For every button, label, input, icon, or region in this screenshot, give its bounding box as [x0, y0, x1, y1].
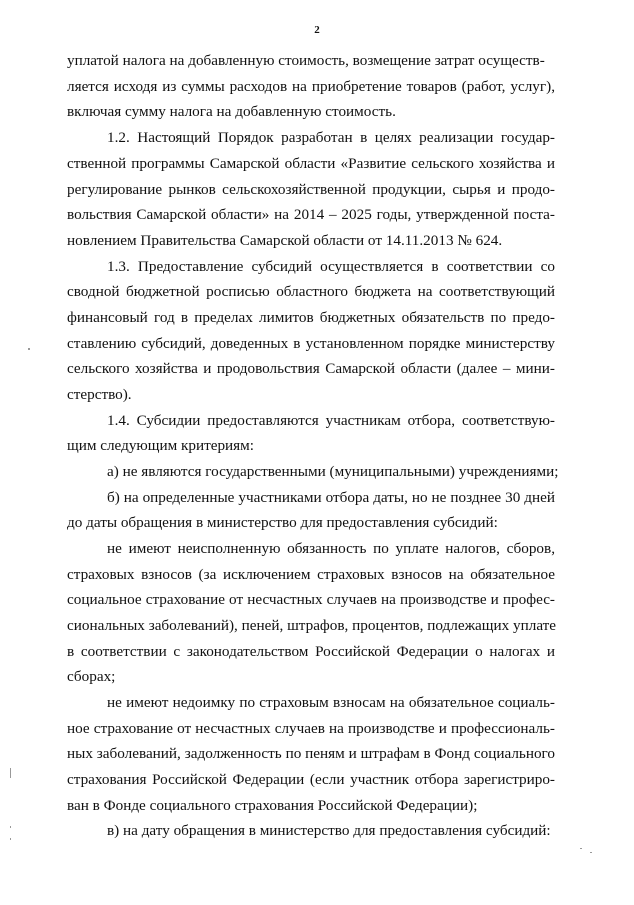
text-line-25: сборах; [67, 668, 116, 685]
text-line-13: сельского хозяйства и продовольствия Самарской области (далее – мини- [67, 360, 555, 377]
text-line-12: ставлению субсидий, доведенных в установленном порядке министерству [67, 335, 555, 352]
text-line-10: сводной бюджетной росписью областного бюджета на соответствующий [67, 283, 555, 300]
text-line-14: стерство). [67, 386, 132, 403]
scan-mark [590, 852, 592, 853]
scan-mark [10, 826, 11, 828]
text-line-11: финансовый год в пределах лимитов бюджетных обязательств по предо- [67, 309, 555, 326]
text-line-26: не имеют недоимку по страховым взносам на обязательное социаль- [107, 694, 555, 711]
page-number: 2 [314, 24, 320, 36]
text-line-24: в соответствии с законодательством Российской Федерации о налогах и [67, 643, 555, 660]
text-line-4: 1.2. Настоящий Порядок разработан в целях реализации государ- [107, 129, 555, 146]
text-line-18: б) на определенные участниками отбора даты, но не позднее 30 дней [107, 489, 555, 506]
text-line-17: а) не являются государственными (муниципальными) учреждениями; [107, 463, 559, 480]
scan-mark [10, 838, 11, 840]
text-line-30: ван в Фонде социального страхования Российской Федерации); [67, 797, 478, 814]
text-line-21: страховых взносов (за исключением страховых взносов на обязательное [67, 566, 555, 583]
text-line-3: включая сумму налога на добавленную стоимость. [67, 103, 396, 120]
text-line-15: 1.4. Субсидии предоставляются участникам отбора, соответствую- [107, 412, 555, 429]
scan-mark [10, 768, 11, 778]
text-line-28: ных заболеваний, задолженность по пеням и штрафам в Фонд социального [67, 745, 555, 762]
text-line-6: регулирование рынков сельскохозяйственной продукции, сырья и продо- [67, 181, 555, 198]
scan-mark [580, 848, 582, 849]
text-line-8: новлением Правительства Самарской области от 14.11.2013 № 624. [67, 232, 503, 249]
text-line-1: уплатой налога на добавленную стоимость, возмещение затрат осуществ- [67, 52, 545, 69]
text-line-29: страхования Российской Федерации (если участник отбора зарегистриро- [67, 771, 555, 788]
text-line-7: вольствия Самарской области» на 2014 – 2025 годы, утвержденной поста- [67, 206, 555, 223]
text-line-31: в) на дату обращения в министерство для предоставления субсидий: [107, 822, 551, 839]
text-line-16: щим следующим критериям: [67, 437, 255, 454]
text-line-23: сиональных заболеваний), пеней, штрафов, процентов, подлежащих уплате [67, 617, 557, 634]
text-line-9: 1.3. Предоставление субсидий осуществляется в соответствии со [107, 258, 555, 275]
text-line-2: ляется исходя из суммы расходов на приобретение товаров (работ, услуг), [67, 78, 555, 95]
text-line-20: не имеют неисполненную обязанность по уплате налогов, сборов, [107, 540, 555, 557]
text-line-19: до даты обращения в министерство для предоставления субсидий: [67, 514, 498, 531]
scan-mark [28, 348, 30, 350]
text-line-27: ное страхование от несчастных случаев на производстве и профессиональ- [67, 720, 555, 737]
text-line-5: ственной программы Самарской области «Развитие сельского хозяйства и [67, 155, 555, 172]
text-line-22: социальное страхование от несчастных случаев на производстве и профес- [67, 591, 555, 608]
